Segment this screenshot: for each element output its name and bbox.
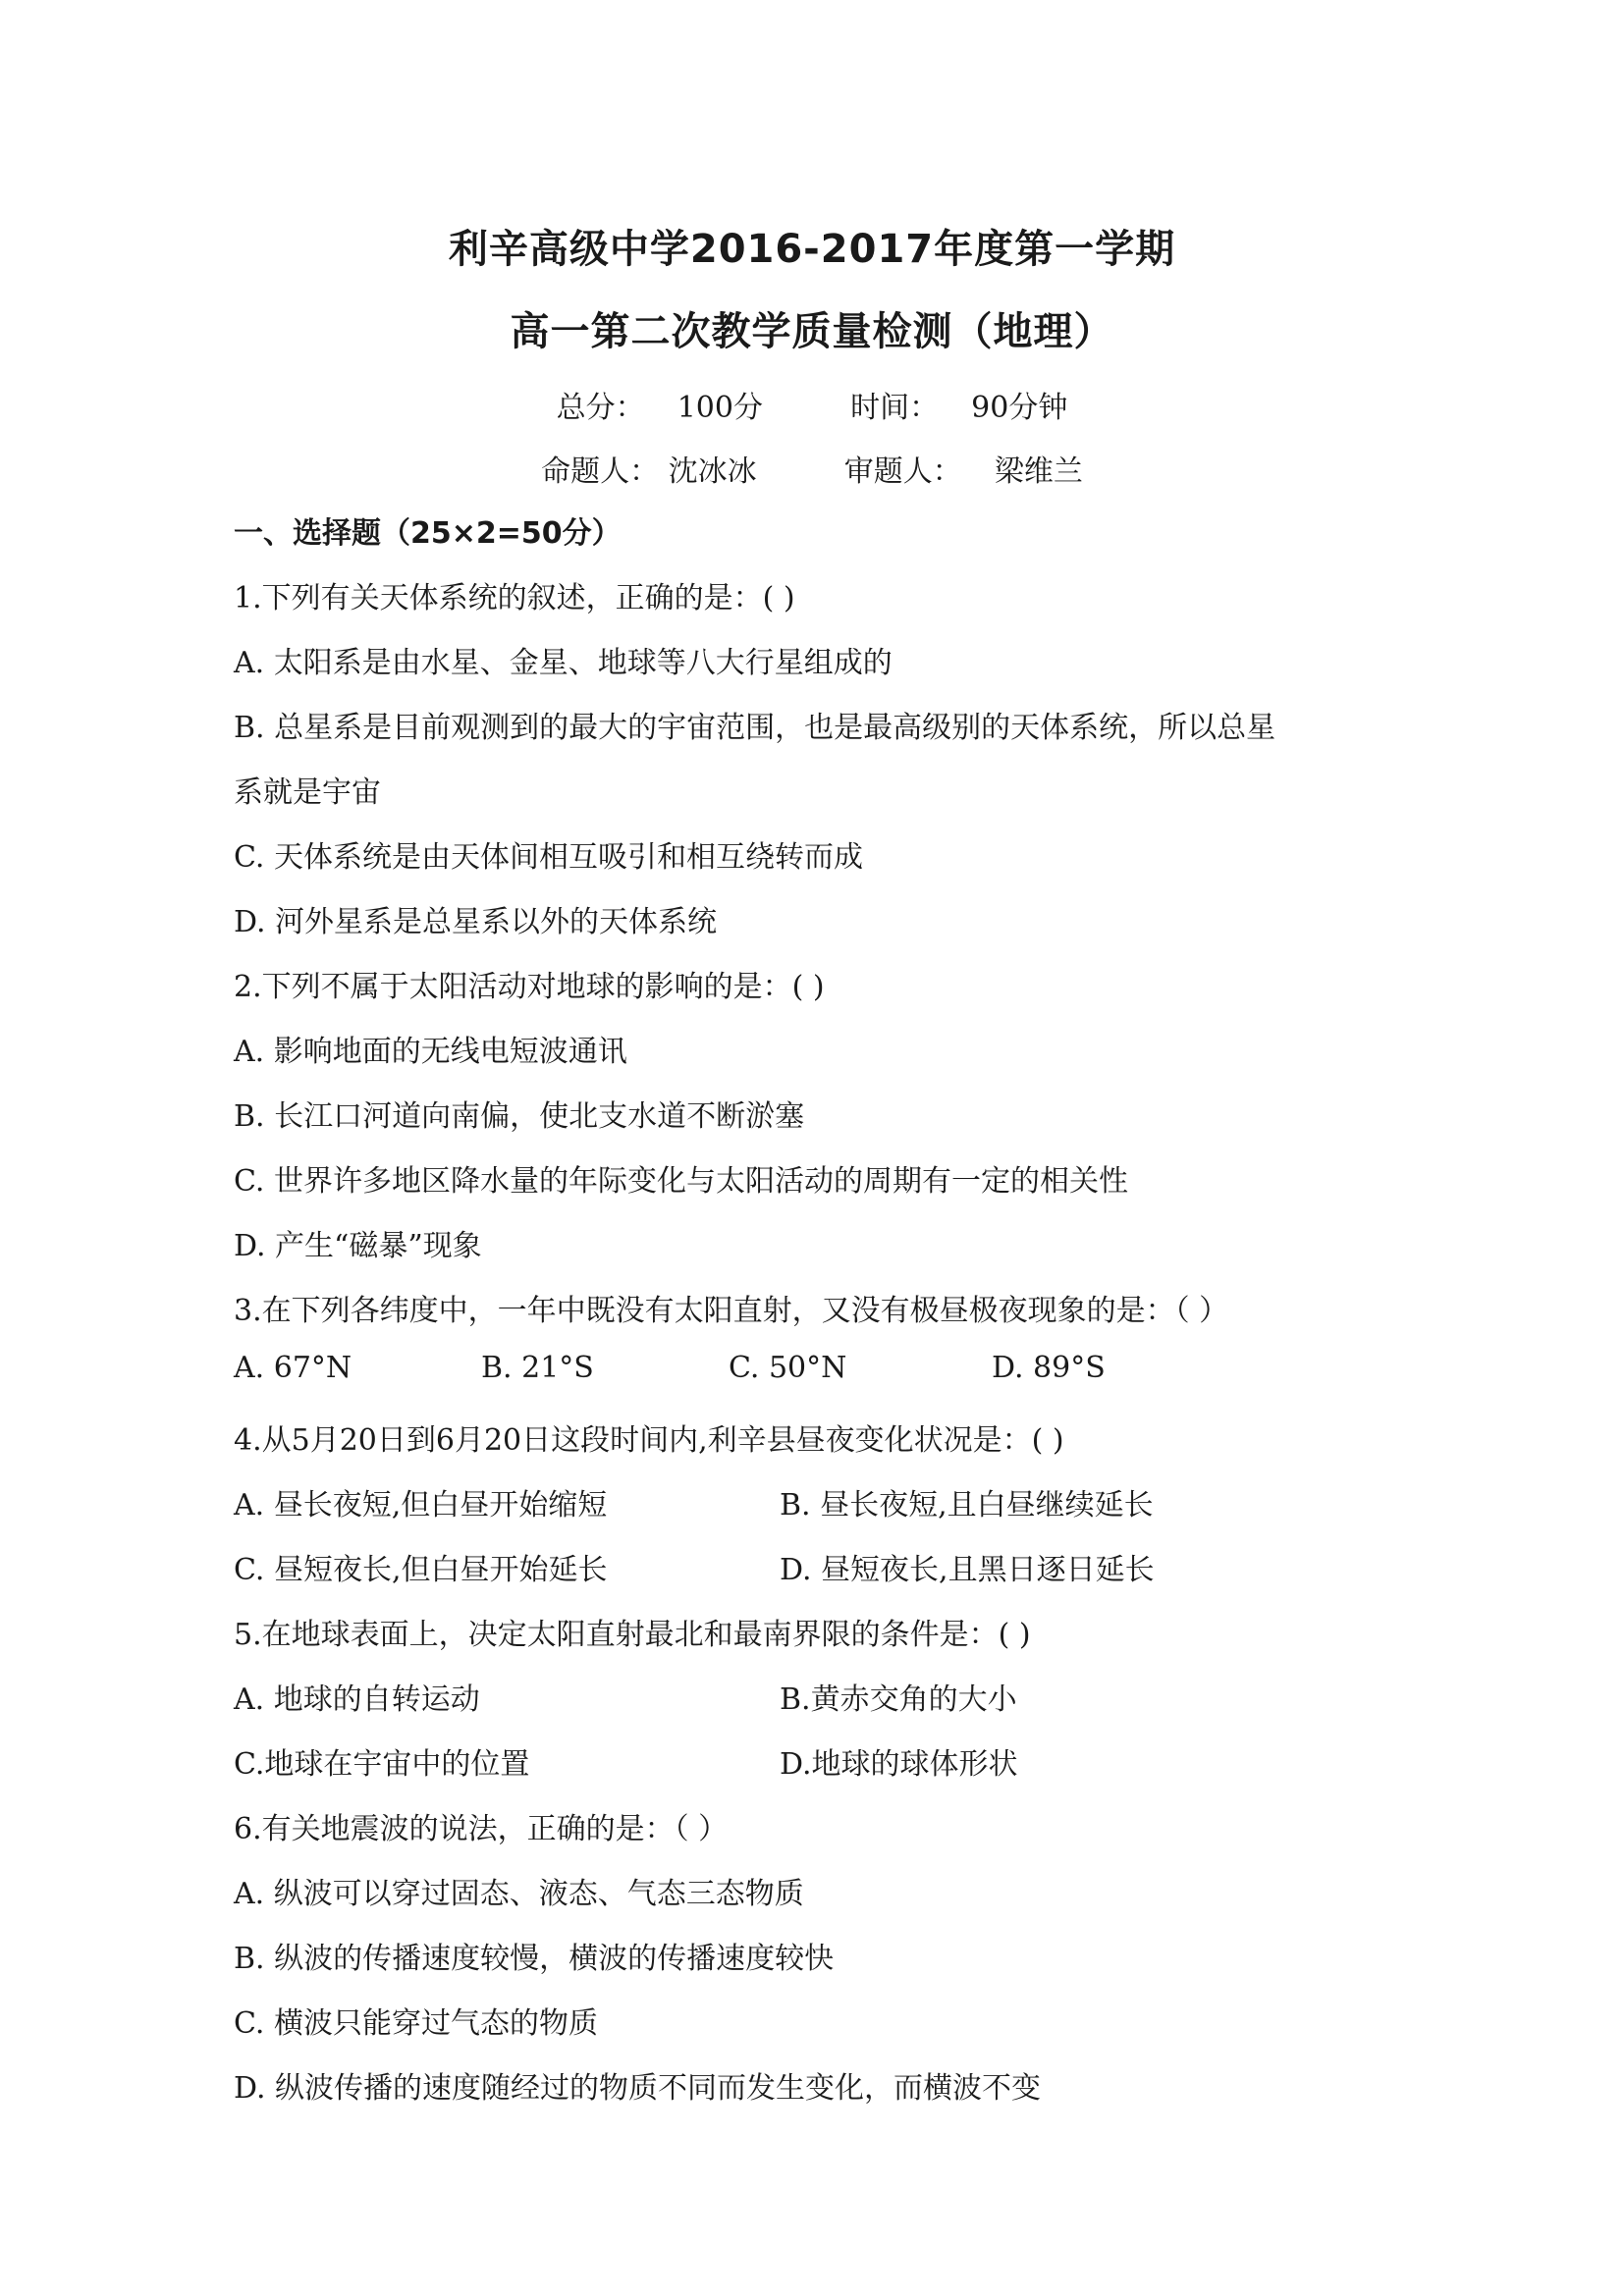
question-option: D. 纵波传播的速度随经过的物质不同而发生变化，而横波不变 <box>234 2071 1042 2106</box>
question-option: B. 总星系是目前观测到的最大的宇宙范围，也是最高级别的天体系统，所以总星 <box>234 711 1276 745</box>
question-option: A. 太阳系是由水星、金星、地球等八大行星组成的 <box>234 646 893 680</box>
question-stem: 1.下列有关天体系统的叙述，正确的是：( ) <box>234 581 795 615</box>
question-options-row <box>0 1739 1624 1782</box>
question-option: B. 21°S <box>481 1351 594 1385</box>
question-stem: 2.下列不属于太阳活动对地球的影响的是：( ) <box>234 970 825 1004</box>
question-option-continuation: 系就是宇宙 <box>234 775 381 810</box>
exam-score-time-row <box>0 383 1624 426</box>
question-option: C. 横波只能穿过气态的物质 <box>234 2006 598 2041</box>
question-option: A. 昼长夜短,但白昼开始缩短 <box>234 1488 608 1522</box>
question-option: B. 昼长夜短,且白昼继续延长 <box>780 1488 1154 1522</box>
exam-title-line2: 高一第二次教学质量检测（地理） <box>510 309 1114 354</box>
exam-author-row <box>0 447 1624 490</box>
question-option: C.地球在宇宙中的位置 <box>234 1747 530 1782</box>
question-stem: 6.有关地震波的说法，正确的是：（ ） <box>234 1812 729 1846</box>
author-label: 命题人： <box>541 454 660 489</box>
question-option: D. 产生“磁暴”现象 <box>234 1229 482 1263</box>
time-value: 90分钟 <box>971 391 1068 425</box>
question-stem: 5.在地球表面上，决定太阳直射最北和最南界限的条件是：( ) <box>234 1618 1031 1652</box>
question-options-row <box>0 1480 1624 1520</box>
question-option: A. 纵波可以穿过固态、液态、气态三态物质 <box>234 1877 804 1911</box>
question-option: B. 纵波的传播速度较慢，横波的传播速度较快 <box>234 1942 835 1976</box>
score-value: 100分 <box>677 391 763 425</box>
reviewer-label: 审题人： <box>843 454 962 489</box>
question-option: B.黄赤交角的大小 <box>780 1682 1017 1717</box>
question-stem: 3.在下列各纬度中，一年中既没有太阳直射，又没有极昼极夜现象的是：（ ） <box>234 1294 1229 1328</box>
question-options-row <box>0 1675 1624 1717</box>
question-option: C. 50°N <box>729 1351 847 1385</box>
question-option: D. 89°S <box>992 1351 1106 1385</box>
exam-title-line1: 利辛高级中学2016-2017年度第一学期 <box>448 227 1176 272</box>
question-option: A. 67°N <box>234 1351 352 1385</box>
score-label: 总分： <box>556 391 645 425</box>
question-option: B. 长江口河道向南偏，使北支水道不断淤塞 <box>234 1099 805 1134</box>
question-options-row <box>0 1351 1624 1390</box>
question-option: A. 影响地面的无线电短波通讯 <box>234 1035 627 1069</box>
question-option: C. 昼短夜长,但白昼开始延长 <box>234 1553 608 1587</box>
author-value: 沈冰冰 <box>668 454 757 489</box>
reviewer-value: 梁维兰 <box>994 454 1083 489</box>
question-option: D. 河外星系是总星系以外的天体系统 <box>234 905 718 939</box>
question-option: C. 世界许多地区降水量的年际变化与太阳活动的周期有一定的相关性 <box>234 1164 1128 1199</box>
section-heading: 一、选择题（25×2=50分） <box>234 516 622 551</box>
question-options-row <box>0 1545 1624 1587</box>
question-option: D. 昼短夜长,且黑日逐日延长 <box>780 1553 1155 1587</box>
time-label: 时间： <box>850 391 940 425</box>
question-stem: 4.从5月20日到6月20日这段时间内,利辛县昼夜变化状况是：( ) <box>234 1423 1064 1458</box>
question-option: A. 地球的自转运动 <box>234 1682 480 1717</box>
question-option: D.地球的球体形状 <box>780 1747 1018 1782</box>
question-option: C. 天体系统是由天体间相互吸引和相互绕转而成 <box>234 840 863 875</box>
